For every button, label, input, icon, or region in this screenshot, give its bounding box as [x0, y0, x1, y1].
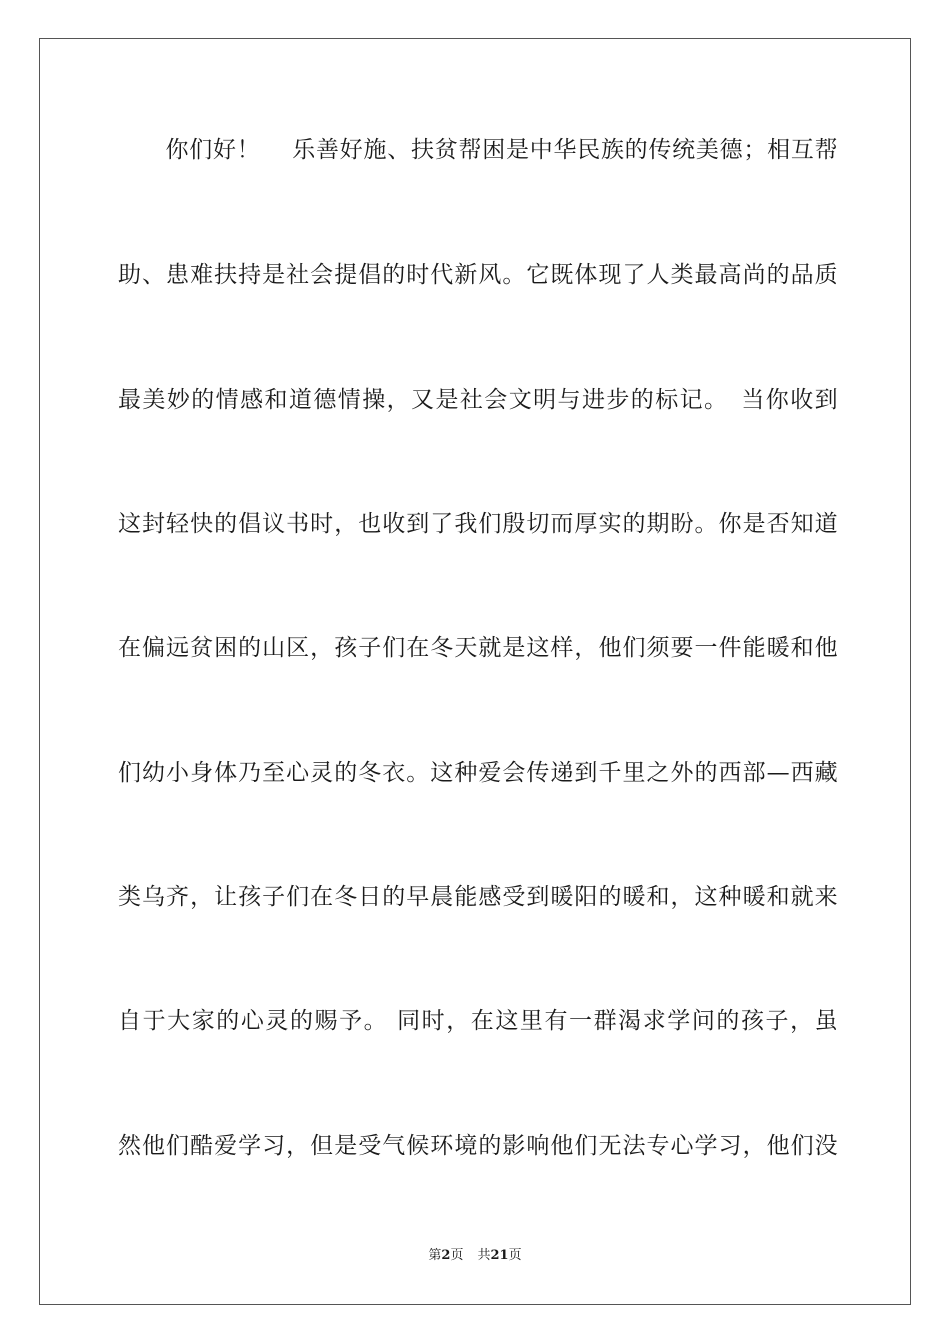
- text-line-3: 最美妙的情感和道德情操，又是社会文明与进步的标记。 当你收到: [118, 387, 838, 413]
- page-footer: [0, 1247, 950, 1265]
- total-prefix: 共: [477, 1248, 491, 1263]
- total-pages: 21: [490, 1248, 509, 1263]
- text-line-4: 这封轻快的倡议书时，也收到了我们殷切而厚实的期盼。你是否知道: [118, 511, 838, 537]
- text-line-9: 然他们酷爱学习，但是受气候环境的影响他们无法专心学习，他们没: [118, 1133, 838, 1159]
- text-line-2: 助、患难扶持是社会提倡的时代新风。它既体现了人类最高尚的品质: [118, 262, 838, 288]
- text-line-8: 自于大家的心灵的赐予。 同时，在这里有一群渴求学问的孩子，虽: [118, 1008, 838, 1034]
- total-suffix: 页: [508, 1248, 522, 1263]
- page-suffix: 页: [450, 1248, 464, 1263]
- text-line-7: 类乌齐，让孩子们在冬日的早晨能感受到暖阳的暖和，这种暖和就来: [118, 884, 838, 910]
- page-prefix: 第: [428, 1248, 442, 1263]
- page-number: 2: [441, 1248, 451, 1263]
- text-line-1: 你们好！ 乐善好施、扶贫帮困是中华民族的传统美德；相互帮: [118, 137, 838, 163]
- text-line-5: 在偏远贫困的山区，孩子们在冬天就是这样，他们须要一件能暖和他: [118, 635, 838, 661]
- page-border: [39, 38, 911, 1305]
- text-line-6: 们幼小身体乃至心灵的冬衣。这种爱会传递到千里之外的西部—西藏: [118, 760, 838, 786]
